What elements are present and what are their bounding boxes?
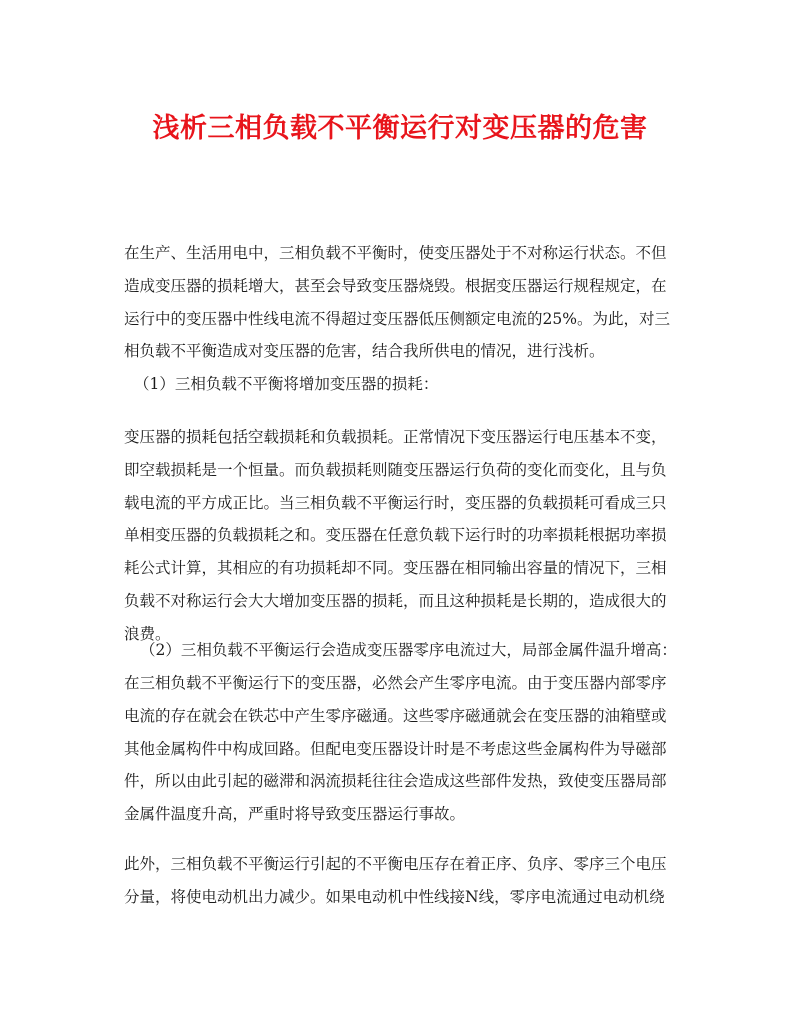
section-heading-2 bbox=[124, 634, 680, 667]
text-line: 变压器的损耗包括空载损耗和负载损耗。正常情况下变压器运行电压基本不变， bbox=[124, 428, 667, 446]
text-line: 即空载损耗是一个恒量。而负载损耗则随变压器运行负荷的变化而变化，且与负 bbox=[124, 460, 667, 479]
text-line: 浪费。 bbox=[124, 624, 171, 643]
text-line: 金属件温度升高，严重时将导致变压器运行事故。 bbox=[124, 805, 466, 824]
section1-paragraph bbox=[124, 421, 680, 651]
text-line: 运行中的变压器中性线电流不得超过变压器低压侧额定电流的25%。为此，对三 bbox=[124, 309, 670, 328]
text-line: 负载不对称运行会大大增加变压器的损耗，而且这种损耗是长期的，造成很大的 bbox=[124, 591, 667, 610]
section2-paragraph bbox=[124, 667, 680, 831]
text-line: 分量，将使电动机出力减少。如果电动机中性线接N线，零序电流通过电动机绕 bbox=[124, 887, 665, 906]
section3-paragraph bbox=[124, 848, 680, 914]
text-line: 耗公式计算，其相应的有功损耗却不同。变压器在相同输出容量的情况下，三相 bbox=[124, 559, 667, 578]
document-title: 浅析三相负载不平衡运行对变压器的危害 bbox=[152, 113, 648, 144]
text-line: 此外，三相负载不平衡运行引起的不平衡电压存在着正序、负序、零序三个电压 bbox=[124, 855, 667, 873]
heading-text: （2）三相负载不平衡运行会造成变压器零序电流过大，局部金属件温升增高： bbox=[140, 641, 677, 659]
text-line: 件，所以由此引起的磁滞和涡流损耗往往会造成这些部件发热，致使变压器局部 bbox=[124, 772, 667, 791]
text-line: 在生产、生活用电中，三相负载不平衡时，使变压器处于不对称运行状态。不但 bbox=[124, 244, 667, 262]
text-line: 单相变压器的负载损耗之和。变压器在任意负载下运行时的功率损耗根据功率损 bbox=[124, 526, 667, 545]
text-line: 载电流的平方成正比。当三相负载不平衡运行时，变压器的负载损耗可看成三只 bbox=[124, 493, 667, 512]
text-line: 相负载不平衡造成对变压器的危害，结合我所供电的情况，进行浅析。 bbox=[124, 342, 605, 361]
intro-paragraph bbox=[124, 237, 680, 368]
text-line: 在三相负载不平衡运行下的变压器，必然会产生零序电流。由于变压器内部零序 bbox=[124, 674, 667, 692]
text-line: 电流的存在就会在铁芯中产生零序磁通。这些零序磁通就会在变压器的油箱壁或 bbox=[124, 706, 667, 725]
heading-text: （1）三相负载不平衡将增加变压器的损耗： bbox=[134, 375, 439, 393]
text-line: 造成变压器的损耗增大，甚至会导致变压器烧毁。根据变压器运行规程规定，在 bbox=[124, 276, 667, 295]
section-heading-1 bbox=[124, 368, 680, 401]
text-line: 其他金属构件中构成回路。但配电变压器设计时是不考虑这些金属构件为导磁部 bbox=[124, 739, 667, 758]
